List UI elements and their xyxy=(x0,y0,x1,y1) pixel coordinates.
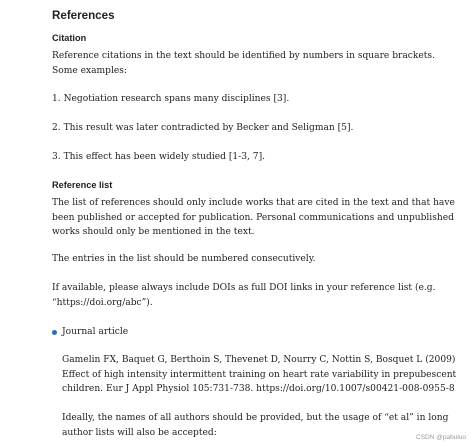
watermark: CSDN @pabuluo xyxy=(416,434,466,441)
reference-list-para-3: If available, please always include DOIs as full DOI links in your reference list (e.g. “https://doi.org/abc”). xyxy=(52,283,436,308)
citation-example-2: 2. This result was later contradicted by Becker and Seligman [5]. xyxy=(52,123,354,133)
list-item xyxy=(52,325,452,340)
bullet-icon xyxy=(52,330,57,335)
citation-example-1: 1. Negotiation research spans many disciplines [3]. xyxy=(52,94,290,104)
journal-article-example: Gamelin FX, Baquet G, Berthoin S, Thevenet D, Nourry C, Nottin S, Bosquet L (2009) Effect of high intensity intermittent training on heart rate variability in prepubescent children. Eur J Appl Physiol 105:731-738. https://doi.org/10.1007/s00421-008-0955-8 xyxy=(62,355,457,394)
citation-intro: Reference citations in the text should be identified by numbers in square brackets. Some examples: xyxy=(52,51,435,76)
reference-list-para-2: The entries in the list should be numbered consecutively. xyxy=(52,254,316,264)
authors-note: Ideally, the names of all authors should be provided, but the usage of “et al” in long author lists will also be accepted: xyxy=(62,413,449,438)
citation-example-3: 3. This effect has been widely studied [1-3, 7]. xyxy=(52,152,266,162)
journal-article-label: Journal article xyxy=(62,327,129,337)
references-heading: References xyxy=(52,9,115,22)
citation-heading: Citation xyxy=(52,33,87,43)
reference-list-heading: Reference list xyxy=(52,180,113,190)
reference-list-para-1: The list of references should only include works that are cited in the text and that have been published or accepted for publication. Personal communications and unpublished works should only be mentioned in the text. xyxy=(52,198,455,237)
